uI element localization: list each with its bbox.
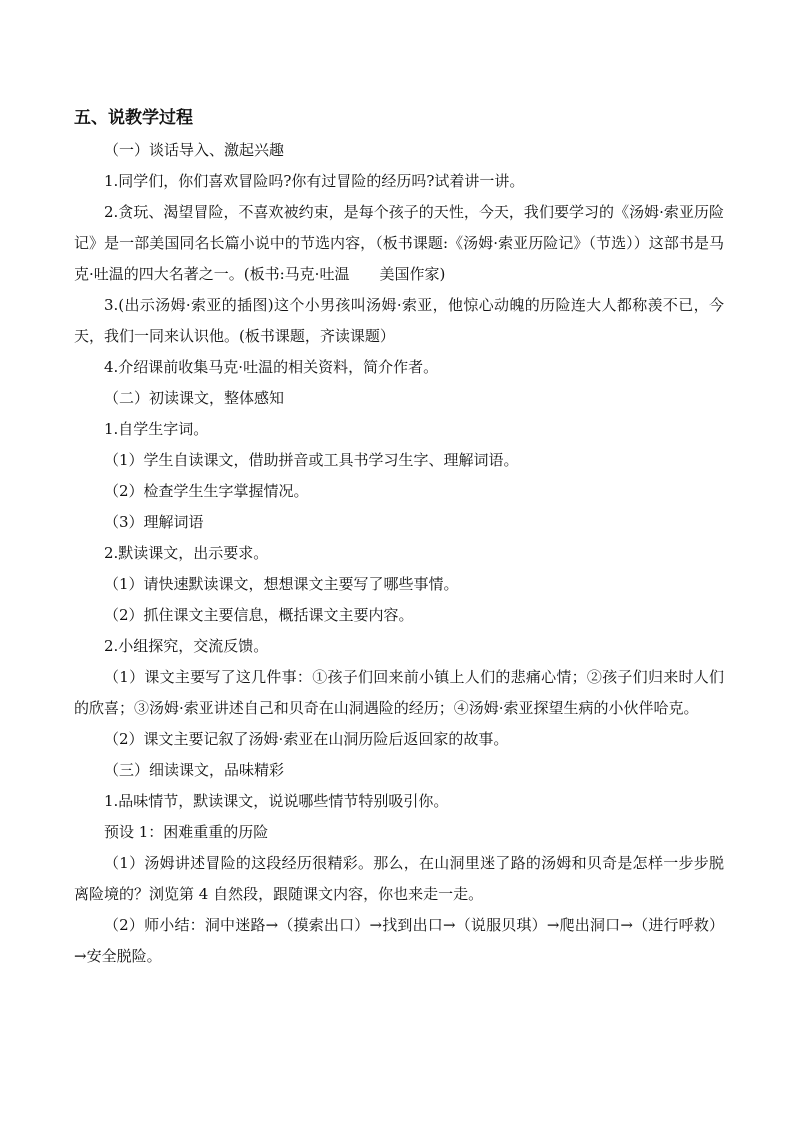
paragraph-1: （一）谈话导入、激起兴趣 — [104, 141, 285, 159]
paragraph-9: （2）检查学生生字掌握情况。 — [104, 482, 309, 500]
paragraph-3: 2.贪玩、渴望冒险，不喜欢被约束，是每个孩子的天性，今天，我们要学习的《汤姆·索亚历险记》是一部美国同名长篇小说中的节选内容，（板书课题:《汤姆·索亚历险记》（节选））这部书是马克·吐温的四大名著之一。(板书:马克·吐温 美国作家) — [74, 203, 724, 283]
paragraph-15: （1）课文主要写了这几件事：①孩子们回来前小镇上人们的悲痛心情；②孩子们归来时人们的欣喜；③汤姆·索亚讲述自己和贝奇在山洞遇险的经历；④汤姆·索亚探望生病的小伙伴哈克。 — [74, 668, 724, 717]
paragraph-5: 4.介绍课前收集马克·吐温的相关资料，简介作者。 — [104, 358, 439, 376]
paragraph-11: 2.默读课文，出示要求。 — [104, 544, 269, 562]
paragraph-21: （2）师小结：洞中迷路→（摸索出口）→找到出口→（说服贝琪）→爬出洞口→（进行呼救）→安全脱险。 — [74, 916, 724, 965]
paragraph-8: （1）学生自读课文，借助拼音或工具书学习生字、理解词语。 — [104, 451, 519, 469]
paragraph-19: 预设 1：困难重重的历险 — [104, 823, 269, 841]
paragraph-16: （2）课文主要记叙了汤姆·索亚在山洞历险后返回家的故事。 — [104, 730, 509, 748]
document-body — [74, 101, 724, 972]
paragraph-4: 3.(出示汤姆·索亚的插图)这个小男孩叫汤姆·索亚，他惊心动魄的历险连大人都称羡不已，今天，我们一同来认识他。(板书课题，齐读课题） — [74, 296, 724, 345]
paragraph-14: 2.小组探究，交流反馈。 — [104, 637, 269, 655]
paragraph-12: （1）请快速默读课文，想想课文主要写了哪些事情。 — [104, 575, 459, 593]
paragraph-17: （三）细读课文，品味精彩 — [104, 761, 285, 779]
paragraph-6: （二）初读课文，整体感知 — [104, 389, 285, 407]
paragraph-20: （1）汤姆讲述冒险的这段经历很精彩。那么，在山洞里迷了路的汤姆和贝奇是怎样一步步脱离险境的？浏览第 4 自然段，跟随课文内容，你也来走一走。 — [74, 854, 724, 903]
paragraph-2: 1.同学们，你们喜欢冒险吗?你有过冒险的经历吗?试着讲一讲。 — [104, 172, 525, 190]
paragraph-10: （3）理解词语 — [104, 513, 204, 531]
paragraph-18: 1.品味情节，默读课文，说说哪些情节特别吸引你。 — [104, 792, 449, 810]
paragraph-7: 1.自学生字词。 — [104, 420, 209, 438]
paragraph-13: （2）抓住课文主要信息，概括课文主要内容。 — [104, 606, 414, 624]
section-heading: 五、说教学过程 — [74, 108, 193, 128]
